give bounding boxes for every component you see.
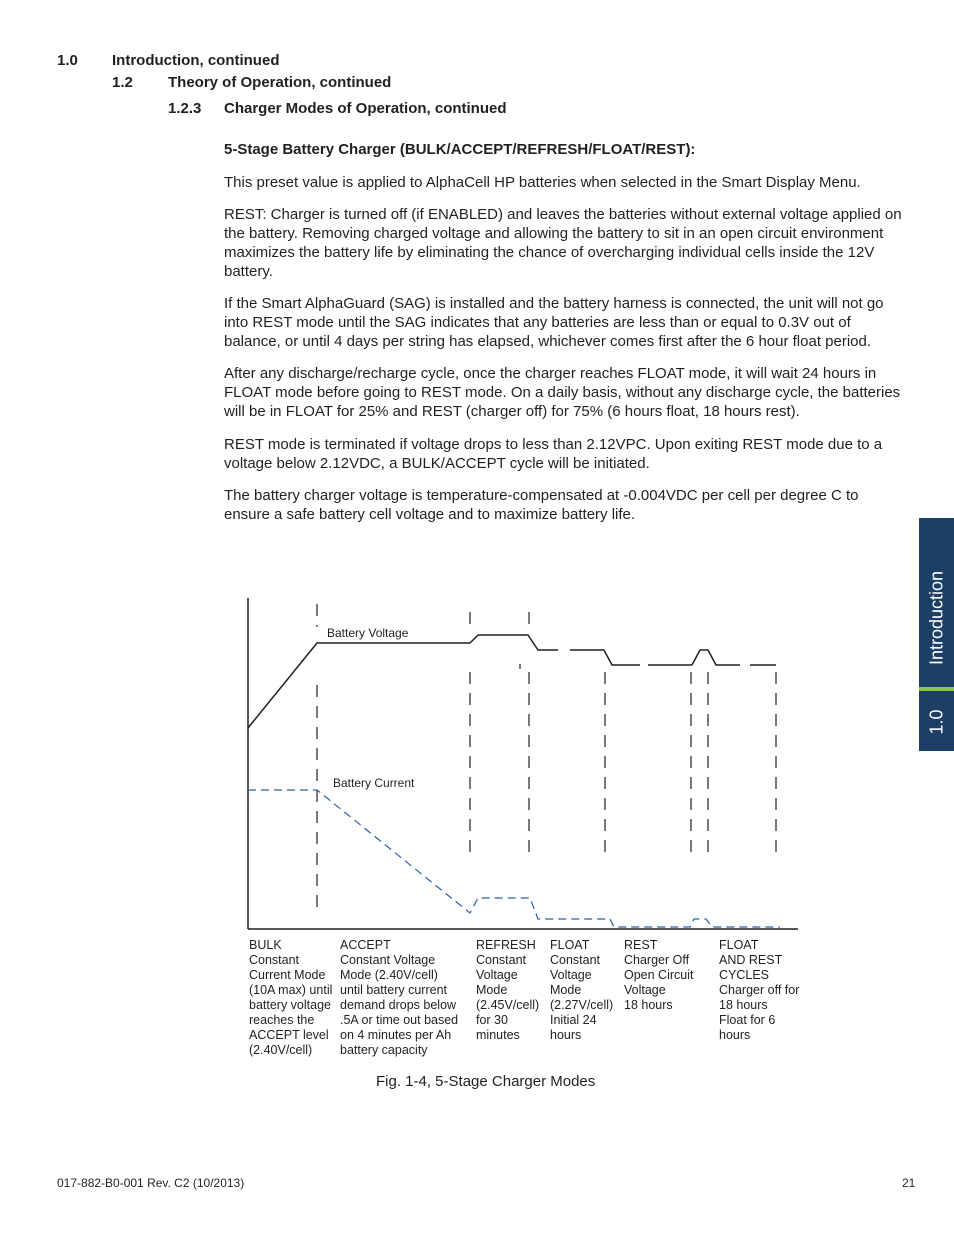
heading-1-number: 1.0 bbox=[57, 52, 78, 69]
stage-caption-accept: ACCEPT Constant Voltage Mode (2.40V/cell) until battery current demand drops below .5A or time out based on 4 minutes per Ah battery capacity bbox=[340, 938, 459, 1057]
paragraph: The battery charger voltage is temperature-compensated at -0.004VDC per cell per degree C to ensure a safe battery cell voltage and to maximize battery life. bbox=[224, 487, 859, 523]
chapter-tab-title: Introduction bbox=[926, 570, 946, 666]
paragraph: This preset value is applied to AlphaCell HP batteries when selected in the Smart Display Menu. bbox=[224, 174, 861, 191]
figure-caption: Fig. 1-4, 5-Stage Charger Modes bbox=[376, 1073, 596, 1090]
stage-caption-rest: REST Charger Off Open Circuit Voltage 18 hours bbox=[624, 938, 694, 1012]
chapter-tab-accent bbox=[919, 687, 954, 691]
stage-caption-bulk: BULK Constant Current Mode (10A max) until battery voltage reaches the ACCEPT level (2.40V/cell) bbox=[249, 938, 333, 1057]
paragraph: If the Smart AlphaGuard (SAG) is installed and the battery harness is connected, the unit will not go into REST mode until the SAG indicates that any batteries are less than or equal to 0.3V out of balance, or until 4 days per string has elapsed, whichever comes first after the 6 hour float period. bbox=[224, 295, 884, 350]
battery-voltage-line bbox=[692, 650, 740, 665]
page-number: 21 bbox=[902, 1176, 916, 1190]
stage-caption-refresh: REFRESH Constant Voltage Mode (2.45V/cell) for 30 minutes bbox=[476, 938, 540, 1042]
battery-voltage-line bbox=[604, 650, 640, 665]
stage-caption-float: FLOAT Constant Voltage Mode (2.27V/cell) Initial 24 hours bbox=[550, 938, 614, 1042]
battery-voltage-line bbox=[248, 635, 558, 728]
heading-3-text: Charger Modes of Operation, continued bbox=[224, 100, 507, 117]
heading-3-number: 1.2.3 bbox=[168, 100, 202, 117]
section-title: 5-Stage Battery Charger (BULK/ACCEPT/REFRESH/FLOAT/REST): bbox=[224, 141, 696, 158]
paragraph: After any discharge/recharge cycle, once the charger reaches FLOAT mode, it will wait 24 hours in FLOAT mode before going to REST mode. On a daily basis, without any discharge cycle, the batteries will be in FLOAT for 25% and REST (charger off) for 75% (6 hours float, 18 hours rest). bbox=[224, 365, 901, 420]
footer-doc-id: 017-882-B0-001 Rev. C2 (10/2013) bbox=[57, 1176, 245, 1190]
chapter-tab-number: 1.0 bbox=[926, 709, 946, 735]
battery-current-label: Battery Current bbox=[333, 776, 415, 790]
battery-current-line bbox=[248, 790, 780, 927]
chapter-side-tab bbox=[919, 518, 954, 751]
heading-2-number: 1.2 bbox=[112, 74, 133, 91]
battery-voltage-label: Battery Voltage bbox=[327, 626, 409, 640]
paragraph: REST mode is terminated if voltage drops to less than 2.12VPC. Upon exiting REST mode due to a voltage below 2.12VDC, a BULK/ACCEPT cycle will be initiated. bbox=[224, 436, 883, 472]
stage-caption-float-rest: FLOAT AND REST CYCLES Charger off for 18 hours Float for 6 hours bbox=[719, 938, 800, 1042]
heading-2-text: Theory of Operation, continued bbox=[168, 74, 392, 91]
heading-1-text: Introduction, continued bbox=[112, 52, 280, 69]
paragraph: REST: Charger is turned off (if ENABLED) and leaves the batteries without external voltage applied on the battery. Removing charged voltage and allowing the battery to sit in an open circuit environment maximizes the battery life by eliminating the chance of overcharging individual cells inside the 12V battery. bbox=[224, 206, 902, 280]
